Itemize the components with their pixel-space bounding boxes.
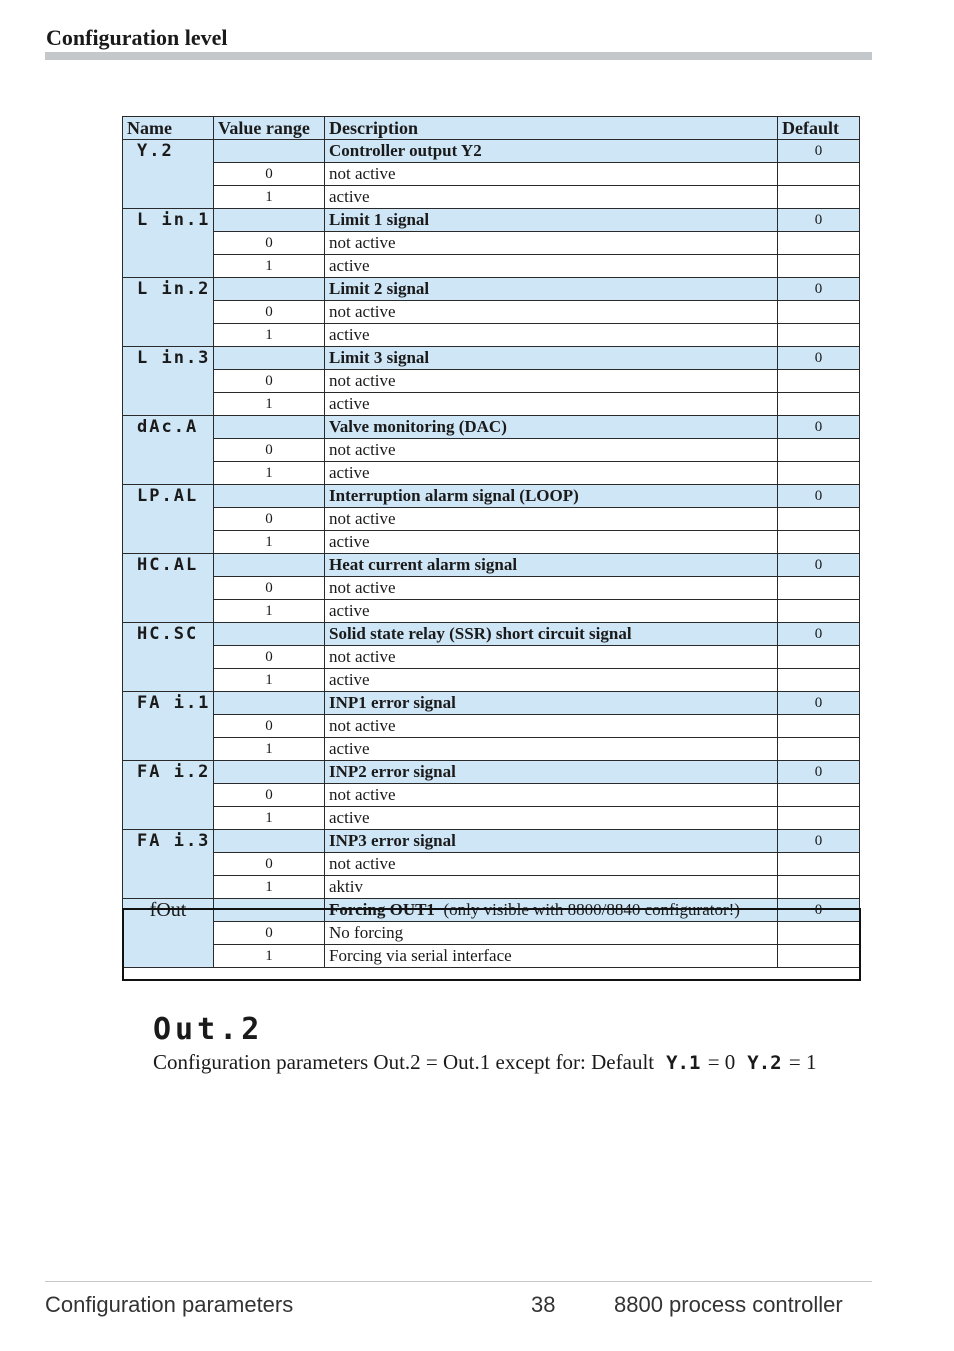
option-value: 0 (214, 439, 325, 462)
option-label: active (325, 255, 778, 278)
parameter-default: 0 (778, 140, 860, 163)
option-row (123, 186, 860, 209)
parameter-code: FA i.2 (137, 762, 211, 782)
parameter-row (123, 347, 860, 370)
value-range-cell (214, 416, 325, 439)
option-row (123, 922, 860, 945)
option-row (123, 393, 860, 416)
value-range-cell (214, 899, 325, 922)
parameter-code: HC.AL (137, 555, 199, 575)
parameter-title: INP1 error signal (329, 693, 456, 712)
option-value: 1 (214, 876, 325, 899)
parameter-default: 0 (778, 899, 860, 922)
footer-rule (45, 1281, 872, 1282)
parameter-default: 0 (778, 416, 860, 439)
option-default-cell (778, 646, 860, 669)
option-default-cell (778, 370, 860, 393)
option-value: 0 (214, 784, 325, 807)
option-row (123, 715, 860, 738)
option-value: 0 (214, 370, 325, 393)
footer-product-name: 8800 process controller (614, 1292, 843, 1317)
option-row (123, 163, 860, 186)
option-row (123, 807, 860, 830)
option-value: 0 (214, 853, 325, 876)
parameter-default: 0 (778, 209, 860, 232)
option-default-cell (778, 462, 860, 485)
option-row (123, 462, 860, 485)
parameter-title: INP3 error signal (329, 831, 456, 850)
option-label: not active (325, 439, 778, 462)
option-default-cell (778, 738, 860, 761)
option-row (123, 738, 860, 761)
option-label: No forcing (325, 922, 778, 945)
option-default-cell (778, 301, 860, 324)
parameter-description (325, 692, 778, 715)
option-label: not active (325, 715, 778, 738)
value-range-cell (214, 623, 325, 646)
parameter-description (325, 278, 778, 301)
table-header-row (123, 117, 860, 140)
option-value: 1 (214, 186, 325, 209)
column-header-value-range: Value range (214, 117, 325, 140)
option-value: 1 (214, 393, 325, 416)
option-label: not active (325, 853, 778, 876)
parameter-title: Valve monitoring (DAC) (329, 417, 507, 436)
parameter-title: Limit 2 signal (329, 279, 430, 298)
option-label: not active (325, 370, 778, 393)
option-value: 1 (214, 807, 325, 830)
option-value: 1 (214, 324, 325, 347)
option-default-cell (778, 186, 860, 209)
y2-code: Y.2 (747, 1052, 782, 1074)
option-row (123, 669, 860, 692)
option-label: active (325, 600, 778, 623)
option-row (123, 577, 860, 600)
option-value: 1 (214, 738, 325, 761)
parameter-description (325, 140, 778, 163)
parameter-description (325, 623, 778, 646)
parameter-row (123, 416, 860, 439)
option-default-cell (778, 600, 860, 623)
option-value: 1 (214, 600, 325, 623)
option-default-cell (778, 255, 860, 278)
parameter-title: Solid state relay (SSR) short circuit signal (329, 624, 632, 643)
option-label: Forcing via serial interface (325, 945, 778, 968)
option-label: not active (325, 508, 778, 531)
parameter-default: 0 (778, 485, 860, 508)
option-value: 0 (214, 922, 325, 945)
option-row (123, 370, 860, 393)
parameter-name-cell (123, 692, 214, 761)
parameter-title: Heat current alarm signal (329, 555, 518, 574)
option-value: 0 (214, 163, 325, 186)
value-range-cell (214, 830, 325, 853)
parameter-code: HC.SC (137, 624, 199, 644)
option-label: active (325, 807, 778, 830)
value-range-cell (214, 347, 325, 370)
parameter-name-cell (123, 347, 214, 416)
parameter-code: FA i.3 (137, 831, 211, 851)
y1-code: Y.1 (666, 1052, 701, 1074)
parameter-code: fOut (149, 899, 187, 921)
parameter-row (123, 899, 860, 922)
option-default-cell (778, 439, 860, 462)
option-value: 0 (214, 232, 325, 255)
parameter-code: L in.1 (137, 210, 211, 230)
parameter-row (123, 623, 860, 646)
parameter-default: 0 (778, 554, 860, 577)
option-label: active (325, 186, 778, 209)
footer-page-number: 38 (531, 1292, 556, 1317)
option-row (123, 439, 860, 462)
option-label: not active (325, 784, 778, 807)
option-label: not active (325, 232, 778, 255)
parameter-row (123, 485, 860, 508)
parameter-name-cell (123, 830, 214, 899)
option-value: 0 (214, 301, 325, 324)
value-range-cell (214, 761, 325, 784)
parameter-description (325, 761, 778, 784)
parameter-name-cell (123, 623, 214, 692)
parameter-default: 0 (778, 692, 860, 715)
parameter-default: 0 (778, 761, 860, 784)
option-row (123, 508, 860, 531)
parameter-name-cell (123, 554, 214, 623)
option-row (123, 531, 860, 554)
forcing-note: (only visible with 8800/8840 configurator!) (443, 900, 740, 919)
parameter-title: Interruption alarm signal (LOOP) (329, 486, 579, 505)
parameter-default: 0 (778, 623, 860, 646)
parameter-name-cell (123, 485, 214, 554)
section-text: Configuration parameters Out.2 = Out.1 except for: Default (153, 1050, 655, 1074)
option-label: active (325, 393, 778, 416)
parameter-description (325, 554, 778, 577)
value-range-cell (214, 485, 325, 508)
parameter-row (123, 278, 860, 301)
column-header-name: Name (123, 117, 214, 140)
option-value: 1 (214, 531, 325, 554)
parameter-row (123, 554, 860, 577)
option-label: not active (325, 163, 778, 186)
option-default-cell (778, 232, 860, 255)
option-row (123, 232, 860, 255)
option-label: active (325, 531, 778, 554)
option-default-cell (778, 876, 860, 899)
parameter-name-cell (123, 416, 214, 485)
option-default-cell (778, 784, 860, 807)
value-range-cell (214, 278, 325, 301)
option-value: 1 (214, 462, 325, 485)
option-label: not active (325, 577, 778, 600)
option-default-cell (778, 531, 860, 554)
parameter-description (325, 209, 778, 232)
option-row (123, 301, 860, 324)
option-row (123, 600, 860, 623)
column-header-description: Description (325, 117, 778, 140)
option-label: active (325, 462, 778, 485)
y2-default: = 1 (788, 1050, 817, 1074)
option-value: 0 (214, 646, 325, 669)
parameter-row (123, 761, 860, 784)
option-row (123, 255, 860, 278)
option-row (123, 784, 860, 807)
value-range-cell (214, 209, 325, 232)
parameter-code: L in.2 (137, 279, 211, 299)
option-default-cell (778, 163, 860, 186)
option-value: 0 (214, 715, 325, 738)
option-value: 0 (214, 508, 325, 531)
section-title-out2: Out.2 (153, 1012, 264, 1047)
parameter-row (123, 692, 860, 715)
parameter-description (325, 899, 778, 922)
parameter-name-cell (123, 209, 214, 278)
option-default-cell (778, 807, 860, 830)
parameter-title: Controller output Y2 (329, 141, 482, 160)
header-rule (45, 52, 872, 60)
parameter-title: INP2 error signal (329, 762, 456, 781)
option-default-cell (778, 508, 860, 531)
y1-default: = 0 (707, 1050, 736, 1074)
parameter-description (325, 830, 778, 853)
option-default-cell (778, 393, 860, 416)
parameter-row (123, 830, 860, 853)
value-range-cell (214, 692, 325, 715)
parameter-default: 0 (778, 278, 860, 301)
option-default-cell (778, 669, 860, 692)
option-value: 0 (214, 577, 325, 600)
parameter-code: Y.2 (137, 141, 174, 161)
option-value: 1 (214, 669, 325, 692)
parameter-row (123, 140, 860, 163)
parameter-name-cell (123, 278, 214, 347)
parameter-default: 0 (778, 830, 860, 853)
value-range-cell (214, 140, 325, 163)
option-default-cell (778, 945, 860, 968)
value-range-cell (214, 554, 325, 577)
parameter-description (325, 485, 778, 508)
option-default-cell (778, 853, 860, 876)
parameter-code: L in.3 (137, 348, 211, 368)
option-label: active (325, 324, 778, 347)
parameter-name-cell (123, 140, 214, 209)
footer-section-name: Configuration parameters (45, 1292, 294, 1317)
option-label: active (325, 669, 778, 692)
option-default-cell (778, 577, 860, 600)
parameter-description (325, 416, 778, 439)
parameter-code: FA i.1 (137, 693, 211, 713)
option-row (123, 876, 860, 899)
parameter-code: dAc.A (137, 417, 199, 437)
column-header-default: Default (778, 117, 860, 140)
parameter-title: Limit 3 signal (329, 348, 430, 367)
parameter-title: Limit 1 signal (329, 210, 430, 229)
option-label: aktiv (325, 876, 778, 899)
parameters-table (122, 116, 860, 968)
section-description (153, 1050, 816, 1075)
parameter-name-cell (123, 761, 214, 830)
option-row (123, 945, 860, 968)
parameter-code: LP.AL (137, 486, 199, 506)
parameter-description (325, 347, 778, 370)
page-header-title: Configuration level (46, 25, 228, 50)
parameter-row (123, 209, 860, 232)
option-label: not active (325, 646, 778, 669)
option-label: active (325, 738, 778, 761)
option-row (123, 646, 860, 669)
option-row (123, 853, 860, 876)
option-value: 1 (214, 255, 325, 278)
parameter-default: 0 (778, 347, 860, 370)
option-default-cell (778, 715, 860, 738)
table-body (123, 140, 860, 968)
option-label: not active (325, 301, 778, 324)
option-value: 1 (214, 945, 325, 968)
option-row (123, 324, 860, 347)
option-default-cell (778, 324, 860, 347)
parameter-name-cell (123, 899, 214, 968)
parameter-title: Forcing OUT1 (329, 900, 435, 919)
option-default-cell (778, 922, 860, 945)
